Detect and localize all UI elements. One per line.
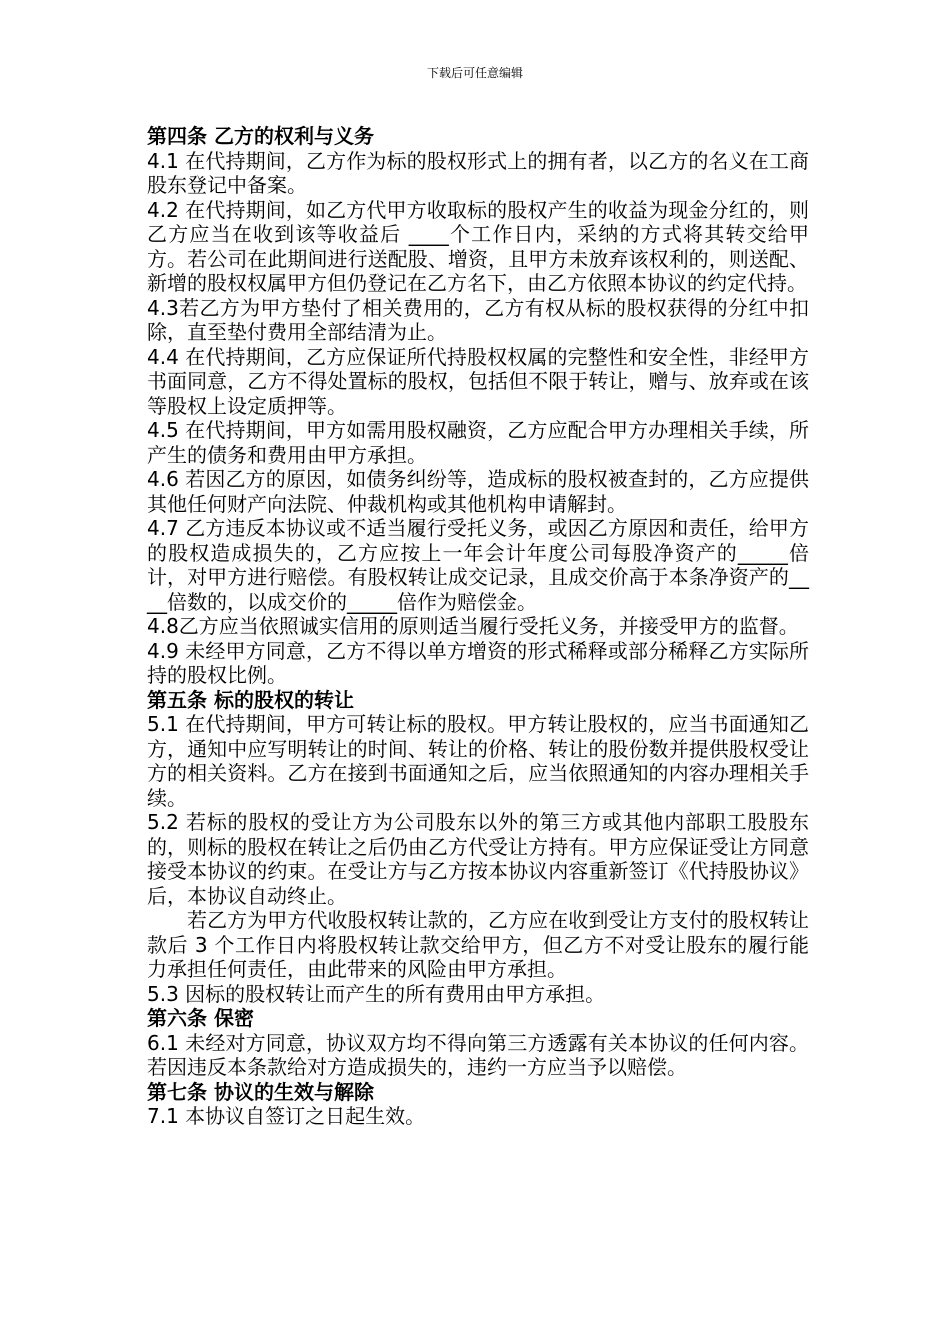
section-heading: 第五条 标的股权的转让	[147, 687, 354, 712]
clause-paragraph: 若乙方为甲方代收股权转让款的，乙方应在收到受让方支付的股权转让款后 3 个工作日内将股权转让款交给甲方，但乙方不对受让股东的履行能力承担任何责任，由此带来的风险由甲方承担。	[147, 908, 809, 981]
clause-paragraph: 4.6 若因乙方的原因，如债务纠纷等，造成标的股权被查封的，乙方应提供其他任何财产向法院、仲裁机构或其他机构申请解封。	[147, 467, 809, 516]
clause-paragraph: 5.1 在代持期间，甲方可转让标的股权。甲方转让股权的，应当书面通知乙方，通知中应写明转让的时间、转让的价格、转让的股份数并提供股权受让方的相关资料。乙方在接到书面通知之后，应当依照通知的内容办理相关手续。	[147, 712, 809, 810]
clause-paragraph: 4.1 在代持期间，乙方作为标的股权形式上的拥有者，以乙方的名义在工商股东登记中备案。	[147, 148, 809, 197]
clause-paragraph: 4.8乙方应当依照诚实信用的原则适当履行受托义务，并接受甲方的监督。	[147, 614, 799, 638]
section-heading: 第六条 保密	[147, 1006, 254, 1030]
section-heading: 第四条 乙方的权利与义务	[147, 124, 374, 148]
document-body	[147, 124, 809, 1129]
clause-paragraph: 4.9 未经甲方同意，乙方不得以单方增资的形式稀释或部分稀释乙方实际所持的股权比例。	[147, 638, 809, 687]
clause-paragraph: 4.3若乙方为甲方垫付了相关费用的，乙方有权从标的股权获得的分红中扣除，直至垫付费用全部结清为止。	[147, 295, 809, 344]
clause-paragraph: 4.4 在代持期间，乙方应保证所代持股权权属的完整性和安全性，非经甲方书面同意，乙方不得处置标的股权，包括但不限于转让，赠与、放弃或在该等股权上设定质押等。	[147, 344, 809, 418]
clause-paragraph: 7.1 本协议自签订之日起生效。	[147, 1104, 426, 1128]
clause-paragraph: 5.3 因标的股权转让而产生的所有费用由甲方承担。	[147, 981, 606, 1006]
clause-paragraph: 4.7 乙方违反本协议或不适当履行受托义务，或因乙方原因和责任，给甲方的股权造成损失的，乙方应按上一年会计年度公司每股净资产的_____倍计，对甲方进行赔偿。有股权转让成交记录，且成交价高于本条净资产的____倍数的，以成交价的_____倍作为赔偿金。	[147, 516, 809, 614]
page-header: 下载后可任意编辑	[426, 66, 523, 80]
clause-paragraph: 6.1 未经对方同意，协议双方均不得向第三方透露有关本协议的任何内容。若因违反本条款给对方造成损失的，违约一方应当予以赔偿。	[147, 1030, 809, 1079]
section-heading: 第七条 协议的生效与解除	[147, 1079, 374, 1104]
clause-paragraph: 4.2 在代持期间，如乙方代甲方收取标的股权产生的收益为现金分红的，则乙方应当在收到该等收益后 ____个工作日内，采纳的方式将其转交给甲方。若公司在此期间进行送配股、增资，且甲方未放弃该权利的，则送配、新增的股权权属甲方但仍登记在乙方名下，由乙方依照本协议的约定代持。	[147, 197, 809, 295]
clause-paragraph: 4.5 在代持期间，甲方如需用股权融资，乙方应配合甲方办理相关手续，所产生的债务和费用由甲方承担。	[147, 418, 809, 467]
clause-paragraph: 5.2 若标的股权的受让方为公司股东以外的第三方或其他内部职工股股东的，则标的股权在转让之后仍由乙方代受让方持有。甲方应保证受让方同意接受本协议的约束。在受让方与乙方按本协议内容重新签订《代持股协议》后，本协议自动终止。	[147, 810, 809, 908]
